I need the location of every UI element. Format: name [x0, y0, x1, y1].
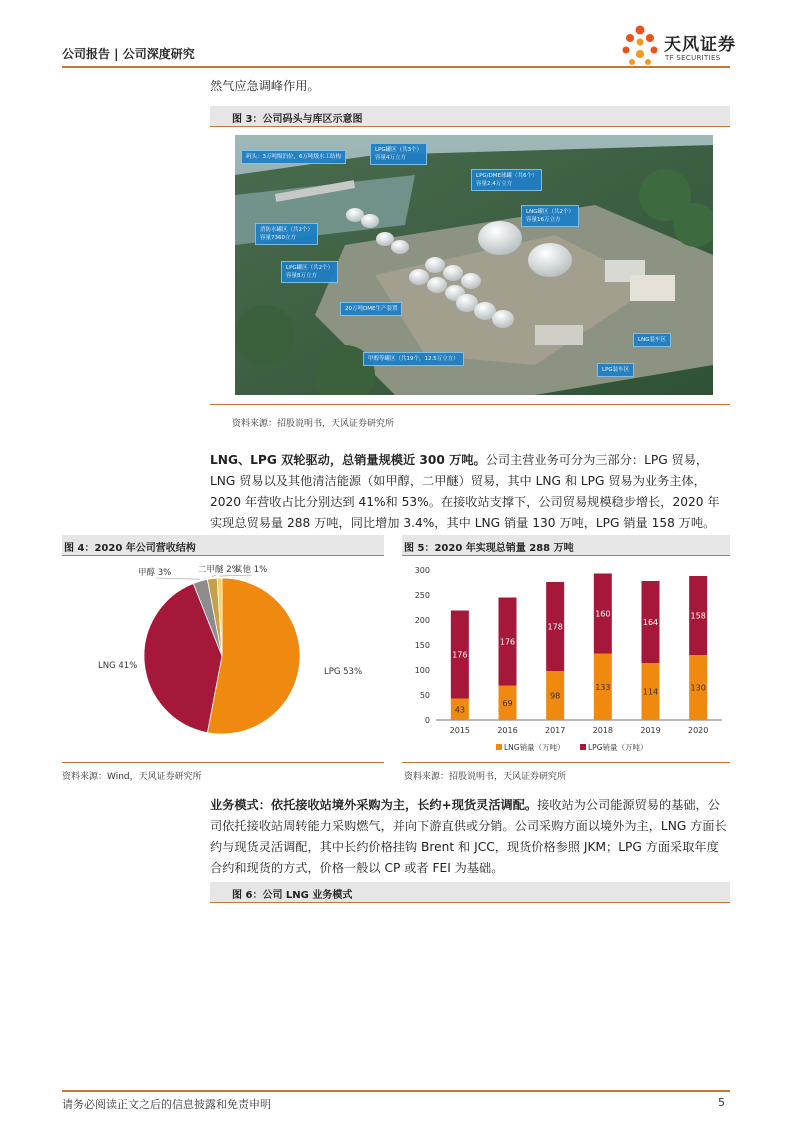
bar-value-label: 176	[452, 650, 468, 660]
figure3-source: 资料来源：招股说明书，天风证券研究所	[232, 419, 395, 429]
callout-lng-loading: LNG装车区	[633, 333, 671, 347]
bar-value-label: 178	[547, 622, 563, 632]
report-type: 公司报告 | 公司深度研究	[62, 47, 195, 61]
paragraph-business-model	[210, 795, 730, 879]
pie-leader-line	[212, 575, 216, 577]
bar-value-label: 114	[642, 687, 659, 697]
y-tick-label: 200	[414, 616, 430, 625]
figure3-title: 图 3：公司码头与库区示意图	[232, 114, 363, 125]
x-tick-label: 2015	[449, 726, 471, 735]
y-tick-label: 50	[419, 691, 430, 700]
legend-swatch	[580, 744, 586, 750]
figure4-divider	[62, 555, 384, 556]
y-tick-label: 250	[414, 591, 430, 600]
company-logo	[618, 24, 738, 70]
figure5-bottom-divider	[402, 762, 730, 763]
y-tick-label: 300	[414, 566, 430, 575]
sales-volume-bar-chart	[402, 558, 730, 758]
pie-label: 其他 1%	[234, 565, 268, 575]
legend-swatch	[496, 744, 502, 750]
pie-leader-line	[219, 575, 252, 576]
legend-label: LPG销量（万吨）	[588, 743, 648, 752]
callout-methanol-tanks: 甲醇等罐区（共19个，12.5万立方）	[363, 352, 464, 366]
page-number: 5	[718, 1096, 725, 1109]
callout-lpg-tank-area-2: LPG罐区（共2个） 容量8万立方	[281, 261, 338, 283]
bar-value-label: 160	[595, 609, 611, 619]
bar-value-label: 158	[690, 611, 706, 621]
pie-label: 甲醇 3%	[138, 568, 172, 578]
callout-dme-plant: 20万吨DME生产装置	[340, 302, 402, 316]
bar-value-label: 69	[502, 698, 513, 708]
callout-lpg-tank-area-3: LPG罐区（共3个） 容量4万立方	[370, 143, 427, 165]
figure3-divider	[210, 126, 730, 127]
paragraph-business-body: 接收站为公司能源贸易的基础，公司依托接收站周转能力采购燃气，并向下游直供或分销。公司采购方面以境外为主，LNG 方面长约与现货灵活调配，其中长约价格挂钩 Brent 和 JCC，现货价格参照 JKM；LPG 方面采取年度合约和现货的方式，价格一般以 CP 或者 FEI 为基础。	[210, 798, 727, 875]
bar-value-label: 164	[642, 618, 659, 627]
bar-value-label: 43	[454, 705, 465, 715]
figure6-divider	[210, 902, 730, 903]
pie-label: 二甲醚 2%	[198, 565, 240, 575]
logo-icon	[618, 24, 662, 70]
paragraph-trade-heading: LNG、LPG 双轮驱动，总销量规模近 300 万吨。	[210, 453, 486, 467]
bar-value-label: 176	[499, 637, 516, 647]
pie-label: LNG 41%	[98, 661, 138, 671]
y-tick-label: 0	[424, 716, 430, 725]
figure5-divider	[402, 555, 730, 556]
x-tick-label: 2018	[592, 726, 614, 735]
figure6-title: 图 6：公司 LNG 业务模式	[232, 890, 353, 901]
callout-wharf: 码头：3万吨级泊位，6万吨级水工结构	[241, 150, 346, 164]
callout-lpg-dme-spheres: LPG/DME球罐（共6个） 容量2.4万立方	[471, 169, 542, 191]
callout-fire-water-tanks: 消防水罐区（共2个） 容量7360立方	[255, 223, 318, 245]
figure4-source: 资料来源：Wind，天风证券研究所	[62, 772, 202, 782]
figure4-title: 图 4：2020 年公司营收结构	[64, 543, 196, 554]
intro-text: 然气应急调峰作用。	[210, 79, 320, 93]
legend-label: LNG销量（万吨）	[504, 743, 565, 752]
bar-value-label: 133	[595, 682, 611, 692]
paragraph-trade-body: 公司主营业务可分为三部分：LPG 贸易，LNG 贸易以及其他清洁能源（如甲醇，二甲醚）贸易，其中 LNG 和 LPG 贸易为业务主体，2020 年营收占比分别达到 41%和 53%。在接收站支撑下，公司贸易规模稳步增长，2020 年实现总贸易量 288 万吨，同比增加 3.4%，其中 LNG 销量 130 万吨，LPG 销量 158 万吨。	[210, 453, 720, 530]
callout-lpg-loading: LPG装车区	[597, 363, 634, 377]
paragraph-business-heading: 业务模式：依托接收站境外采购为主，长约+现货灵活调配。	[210, 798, 538, 812]
footer-disclaimer: 请务必阅读正文之后的信息披露和免责申明	[62, 1098, 271, 1111]
logo-text: 天风证券	[664, 35, 736, 55]
footer-divider	[62, 1090, 730, 1092]
x-tick-label: 2016	[497, 726, 518, 735]
revenue-pie-chart	[62, 558, 384, 758]
figure5-title: 图 5：2020 年实现总销量 288 万吨	[404, 543, 574, 554]
callout-lng-tank-area: LNG罐区（共2个） 容量16万立方	[521, 205, 579, 227]
pie-leader-line	[156, 578, 200, 579]
bar-value-label: 130	[690, 683, 706, 693]
header-divider	[62, 66, 730, 68]
x-tick-label: 2019	[640, 726, 661, 735]
paragraph-trade-overview	[210, 450, 730, 534]
terminal-site-illustration	[235, 135, 713, 395]
y-tick-label: 100	[414, 666, 430, 675]
y-tick-label: 150	[414, 641, 430, 650]
figure4-bottom-divider	[62, 762, 384, 763]
figure5-source: 资料来源：招股说明书，天风证券研究所	[404, 772, 567, 782]
logo-subtext: TF SECURITIES	[665, 54, 721, 62]
x-tick-label: 2017	[544, 726, 566, 735]
pie-label: LPG 53%	[324, 667, 363, 677]
bar-value-label: 98	[550, 691, 561, 701]
figure3-bottom-divider	[210, 404, 730, 405]
x-tick-label: 2020	[687, 726, 709, 735]
